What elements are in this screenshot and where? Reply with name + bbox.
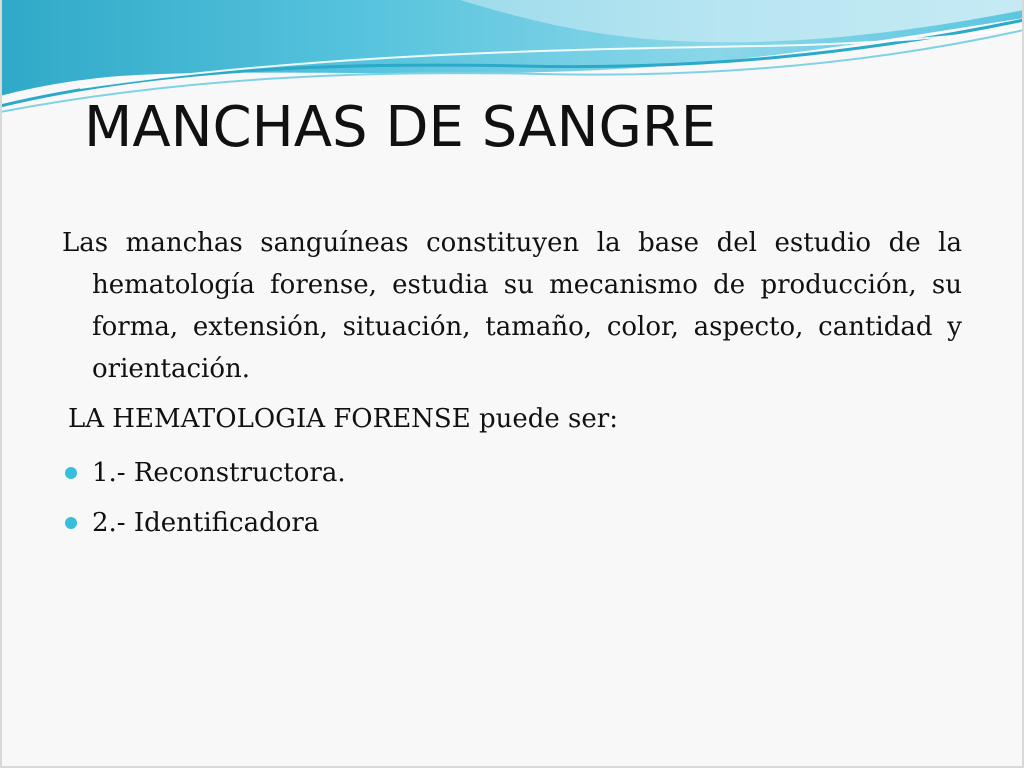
- subheading: LA HEMATOLOGIA FORENSE puede ser:: [68, 404, 618, 434]
- bullet-dot-icon: [65, 467, 77, 479]
- list-item: [62, 498, 962, 548]
- list-item: [62, 448, 962, 498]
- slide-body: [62, 222, 962, 548]
- slide-title: MANCHAS DE SANGRE: [84, 95, 717, 160]
- list-item-text: 1.- Reconstructora.: [92, 458, 346, 488]
- bullet-dot-icon: [65, 517, 77, 529]
- bullet-list: [62, 448, 962, 548]
- intro-paragraph: Las manchas sanguíneas constituyen la base del estudio de la hematología forense, estudia su mecanismo de producción, su forma, extensión, situación, tamaño, color, aspecto, cantidad y orientación.: [62, 228, 962, 384]
- list-item-text: 2.- Identificadora: [92, 508, 320, 538]
